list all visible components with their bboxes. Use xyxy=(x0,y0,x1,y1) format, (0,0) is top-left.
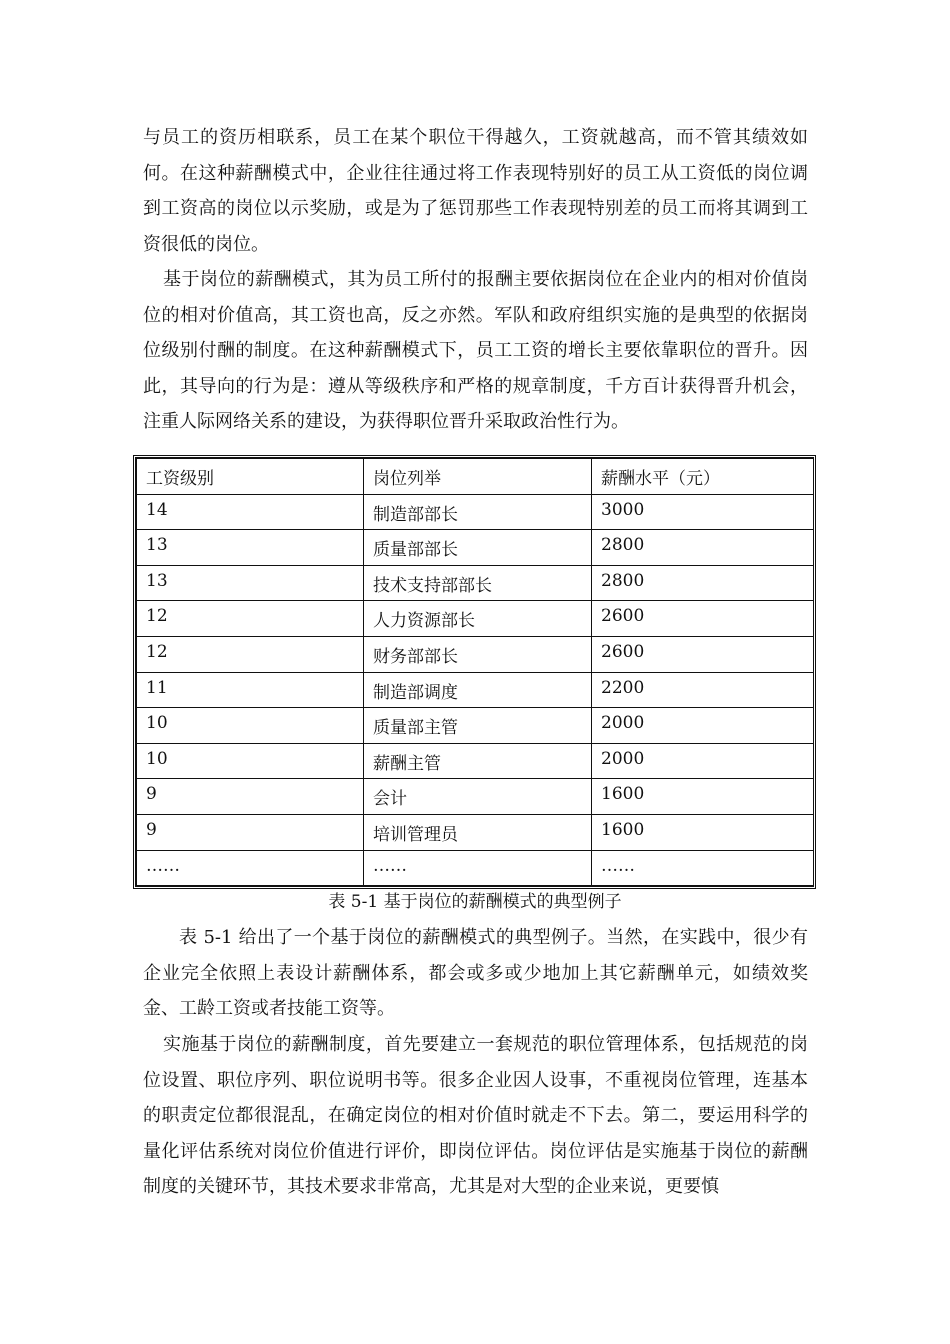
cell-grade: …… xyxy=(137,850,364,886)
table-row xyxy=(137,779,814,815)
table-row xyxy=(137,530,814,566)
cell-position: 制造部调度 xyxy=(364,672,592,708)
cell-salary: 2800 xyxy=(592,565,814,601)
paragraph-3: 表 5-1 给出了一个基于岗位的薪酬模式的典型例子。当然，在实践中，很少有企业完全依照上表设计薪酬体系，都会或多或少地加上其它薪酬单元，如绩效奖金、工龄工资或者技能工资等。 xyxy=(143,927,808,1019)
cell-position: 财务部部长 xyxy=(364,636,592,672)
cell-position: 会计 xyxy=(364,779,592,815)
table-row xyxy=(137,743,814,779)
salary-table xyxy=(133,455,816,889)
cell-grade: 10 xyxy=(137,708,364,744)
cell-grade: 10 xyxy=(137,743,364,779)
table-row xyxy=(137,601,814,637)
cell-salary: 2600 xyxy=(592,636,814,672)
cell-position: 技术支持部部长 xyxy=(364,565,592,601)
table-row xyxy=(137,708,814,744)
paragraph-1: 与员工的资历相联系，员工在某个职位干得越久，工资就越高，而不管其绩效如何。在这种薪酬模式中，企业往往通过将工作表现特别好的员工从工资低的岗位调到工资高的岗位以示奖励，或是为了惩罚那些工作表现特别差的员工而将其调到工资很低的岗位。 xyxy=(143,127,808,255)
cell-grade: 9 xyxy=(137,779,364,815)
cell-position: 培训管理员 xyxy=(364,814,592,850)
cell-salary: 2600 xyxy=(592,601,814,637)
cell-position: 薪酬主管 xyxy=(364,743,592,779)
cell-salary: 2000 xyxy=(592,708,814,744)
cell-position: 人力资源部长 xyxy=(364,601,592,637)
cell-grade: 13 xyxy=(137,565,364,601)
cell-grade: 12 xyxy=(137,601,364,637)
cell-position: 质量部主管 xyxy=(364,708,592,744)
table-row xyxy=(137,672,814,708)
cell-salary: 2200 xyxy=(592,672,814,708)
cell-salary: 1600 xyxy=(592,814,814,850)
header-cell-position: 岗位列举 xyxy=(364,459,592,495)
cell-grade: 11 xyxy=(137,672,364,708)
cell-salary: 2000 xyxy=(592,743,814,779)
cell-position: …… xyxy=(364,850,592,886)
cell-salary: 3000 xyxy=(592,494,814,530)
cell-salary: …… xyxy=(592,850,814,886)
cell-grade: 13 xyxy=(137,530,364,566)
paragraph-2: 基于岗位的薪酬模式，其为员工所付的报酬主要依据岗位在企业内的相对价值岗位的相对价值高，其工资也高，反之亦然。军队和政府组织实施的是典型的依据岗位级别付酬的制度。在这种薪酬模式下，员工工资的增长主要依靠职位的晋升。因此，其导向的行为是：遵从等级秩序和严格的规章制度，千方百计获得晋升机会，注重人际网络关系的建设，为获得职位晋升采取政治性行为。 xyxy=(143,269,808,432)
table-header-row xyxy=(137,459,814,495)
table-row xyxy=(137,814,814,850)
cell-position: 质量部部长 xyxy=(364,530,592,566)
cell-position: 制造部部长 xyxy=(364,494,592,530)
header-cell-salary: 薪酬水平（元） xyxy=(592,459,814,495)
cell-grade: 9 xyxy=(137,814,364,850)
table-row xyxy=(137,850,814,886)
cell-salary: 1600 xyxy=(592,779,814,815)
cell-grade: 12 xyxy=(137,636,364,672)
cell-grade: 14 xyxy=(137,494,364,530)
cell-salary: 2800 xyxy=(592,530,814,566)
table-caption: 表 5-1 基于岗位的薪酬模式的典型例子 xyxy=(328,892,622,912)
table-row xyxy=(137,565,814,601)
table-row xyxy=(137,636,814,672)
header-cell-grade: 工资级别 xyxy=(137,459,364,495)
table-row xyxy=(137,494,814,530)
paragraph-4: 实施基于岗位的薪酬制度，首先要建立一套规范的职位管理体系，包括规范的岗位设置、职位序列、职位说明书等。很多企业因人设事，不重视岗位管理，连基本的职责定位都很混乱，在确定岗位的相对价值时就走不下去。第二，要运用科学的量化评估系统对岗位价值进行评价，即岗位评估。岗位评估是实施基于岗位的薪酬制度的关键环节，其技术要求非常高，尤其是对大型的企业来说，更要慎 xyxy=(143,1034,808,1197)
